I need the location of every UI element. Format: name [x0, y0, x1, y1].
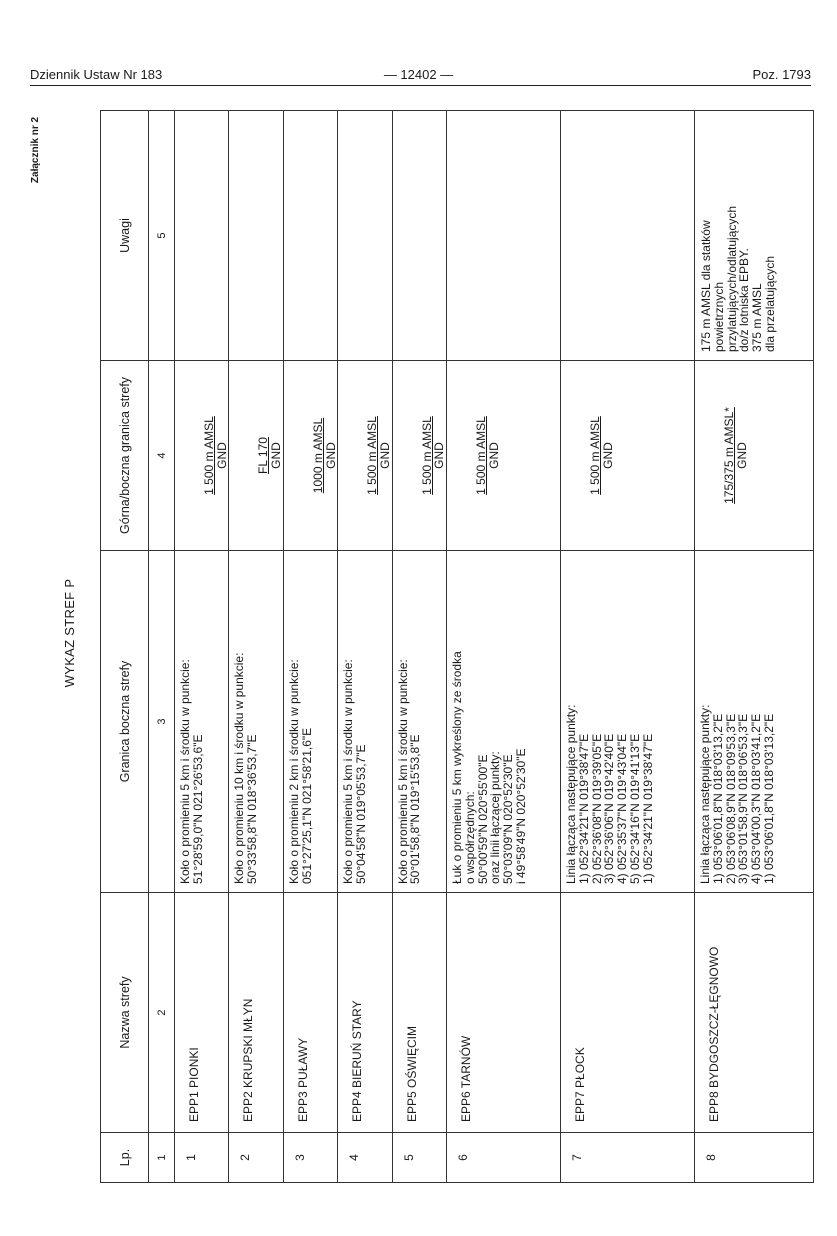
- boundary-line: 50°04'58"N 019°05'53,7"E: [354, 744, 369, 884]
- upper-limit: 1000 m AMSL: [310, 417, 325, 494]
- col-header-boundary: Granica boczna strefy: [101, 551, 149, 893]
- note-line: 175 m AMSL dla statków: [699, 220, 714, 352]
- zone-name-cell: EPP5 OŚWIĘCIM: [392, 893, 446, 1133]
- column-number: 5: [149, 111, 175, 361]
- column-number: 1: [149, 1133, 175, 1183]
- boundary-line: 2) 052°36'08"N 019°39'05"E: [589, 733, 604, 884]
- table-body: [175, 111, 814, 1183]
- boundary-line: 1) 052°34'21"N 019°38'47"E: [576, 733, 591, 884]
- col-header-limits: Górna/boczna granica strefy: [101, 361, 149, 551]
- lower-limit: GND: [600, 442, 615, 469]
- column-number: 3: [149, 551, 175, 893]
- table-row: [283, 111, 337, 1183]
- boundary-cell: [561, 551, 695, 893]
- zone-name-cell: EPP8 BYDGOSZCZ-ŁĘGNOWO: [695, 893, 814, 1133]
- boundary-line: 3) 053°01'58,9"N 018°06'53,3"E: [736, 713, 751, 884]
- table-row: [229, 111, 283, 1183]
- zone-name-cell: EPP2 KRUPSKI MŁYN: [229, 893, 283, 1133]
- column-number: 4: [149, 361, 175, 551]
- notes-cell: [447, 111, 561, 361]
- table-row: [695, 111, 814, 1183]
- notes-cell: [695, 111, 814, 361]
- limits-cell: [392, 361, 446, 551]
- limits-cell: [283, 361, 337, 551]
- row-number-cell: 6: [447, 1133, 561, 1183]
- limits-cell: [338, 361, 392, 551]
- limits-cell: [447, 361, 561, 551]
- boundary-cell: [175, 551, 229, 893]
- row-number-cell: 8: [695, 1133, 814, 1183]
- notes-cell: [175, 111, 229, 361]
- lower-limit: GND: [323, 442, 338, 469]
- boundary-line: 3) 052°36'06"N 019°42'40"E: [602, 733, 617, 884]
- lower-limit: GND: [432, 442, 447, 469]
- col-header-lp: Lp.: [101, 1133, 149, 1183]
- note-line: powietrznych: [711, 281, 726, 352]
- boundary-line: 50°01'58,8"N 019°15'53,8"E: [408, 734, 423, 884]
- upper-limit: 1 500 m AMSL: [419, 416, 434, 495]
- lower-limit: GND: [734, 442, 749, 469]
- notes-cell: [338, 111, 392, 361]
- zone-name-cell: EPP3 PUŁAWY: [283, 893, 337, 1133]
- boundary-line: Koło o promieniu 5 km i środku w punkcie:: [395, 659, 410, 884]
- journal-title: Dziennik Ustaw Nr 183: [30, 67, 163, 82]
- table-row: [338, 111, 392, 1183]
- row-number-cell: 2: [229, 1133, 283, 1183]
- lower-limit: GND: [486, 442, 501, 469]
- boundary-line: 1) 053°06'01,8"N 018°03'13,2"E: [761, 713, 776, 884]
- position-number: Poz. 1793: [752, 67, 811, 82]
- boundary-line: 2) 053°06'08,9"N 018°09'53,3"E: [723, 713, 738, 884]
- header-row: [101, 111, 149, 1183]
- limits-cell: [561, 361, 695, 551]
- boundary-line: o współrzędnych:: [462, 791, 477, 884]
- boundary-line: 51°28'59,0"N 021°26'53,6"E: [190, 734, 205, 884]
- boundary-cell: [283, 551, 337, 893]
- limits-cell: [175, 361, 229, 551]
- boundary-line: Linia łącząca następujące punkty:: [698, 704, 713, 884]
- row-number-cell: 5: [392, 1133, 446, 1183]
- notes-cell: [229, 111, 283, 361]
- limits-cell: [695, 361, 814, 551]
- upper-limit: FL 170: [256, 437, 271, 474]
- upper-limit: 1 500 m AMSL: [474, 416, 489, 495]
- boundary-cell: [695, 551, 814, 893]
- boundary-line: 1) 053°06'01,8"N 018°03'13,2"E: [710, 713, 725, 884]
- upper-limit: 1 500 m AMSL: [202, 416, 216, 495]
- table-row: [561, 111, 695, 1183]
- table-row: [447, 111, 561, 1183]
- lower-limit: GND: [378, 442, 393, 469]
- boundary-line: 5) 052°34'16"N 019°41'13"E: [627, 733, 642, 884]
- col-header-name: Nazwa strefy: [101, 893, 149, 1133]
- zone-name-cell: EPP6 TARNÓW: [447, 893, 561, 1133]
- notes-cell: [392, 111, 446, 361]
- notes-cell: [561, 111, 695, 361]
- col-header-notes: Uwagi: [101, 111, 149, 361]
- boundary-line: Łuk o promieniu 5 km wykreślony ze środka: [450, 651, 465, 884]
- column-number: 2: [149, 893, 175, 1133]
- boundary-cell: [338, 551, 392, 893]
- boundary-line: 4) 052°35'37"N 019°43'04"E: [615, 733, 630, 884]
- note-line: przylatujących/odlatujących: [724, 205, 739, 352]
- page-number: — 12402 —: [383, 67, 454, 82]
- note-line: dla przelatujących: [762, 255, 777, 352]
- note-line: 375 m AMSL: [750, 283, 765, 352]
- row-number-cell: 1: [175, 1133, 229, 1183]
- limits-cell: [229, 361, 283, 551]
- boundary-line: 50°03'09"N 020°52'30"E: [501, 754, 516, 884]
- boundary-line: 051°27'25,1"N 021°58'21,6"E: [299, 727, 314, 884]
- lower-limit: GND: [214, 442, 229, 469]
- boundary-line: 50°00'59"N 020°55'00"E: [475, 754, 490, 884]
- table-title: WYKAZ STREF P: [62, 578, 77, 688]
- upper-limit: 1 500 m AMSL: [588, 416, 603, 495]
- annex-label: Załącznik nr 2: [30, 116, 41, 184]
- note-line: do/z lotniska EPBY.: [737, 248, 752, 352]
- header-rule: [30, 85, 811, 86]
- table-row: [175, 111, 229, 1183]
- lower-limit: GND: [269, 442, 284, 469]
- boundary-line: 4) 053°04'00,3"N 018°03'41,2"E: [749, 713, 764, 884]
- boundary-line: Koło o promieniu 5 km i środku w punkcie:: [178, 659, 192, 884]
- row-number-cell: 4: [338, 1133, 392, 1183]
- zones-table: [100, 110, 814, 1183]
- boundary-cell: [447, 551, 561, 893]
- zone-name-cell: EPP1 PIONKI: [175, 893, 229, 1133]
- boundary-line: Koło o promieniu 5 km i środku w punkcie:: [341, 659, 356, 884]
- boundary-cell: [392, 551, 446, 893]
- upper-limit: 1 500 m AMSL: [365, 416, 380, 495]
- boundary-line: Koło o promieniu 2 km i środku w punkcie:: [286, 659, 301, 884]
- notes-cell: [283, 111, 337, 361]
- boundary-line: oraz linii łączącej punkty:: [488, 751, 503, 884]
- zone-name-cell: EPP7 PŁOCK: [561, 893, 695, 1133]
- upper-limit: 175/375 m AMSL*: [722, 407, 737, 504]
- row-number-cell: 7: [561, 1133, 695, 1183]
- boundary-line: 50°33'58,8"N 018°36'53,7"E: [245, 734, 260, 884]
- boundary-line: 1) 052°34'21"N 019°38'47"E: [640, 733, 655, 884]
- boundary-cell: [229, 551, 283, 893]
- table-row: [392, 111, 446, 1183]
- zone-name-cell: EPP4 BIERUŃ STARY: [338, 893, 392, 1133]
- row-number-cell: 3: [283, 1133, 337, 1183]
- column-number-row: [149, 111, 175, 1183]
- boundary-line: i 49°58'49"N 020°52'30"E: [513, 748, 528, 884]
- boundary-line: Koło o promieniu 10 km i środku w punkcie:: [232, 652, 247, 884]
- boundary-line: Linia łącząca następujące punkty:: [564, 704, 579, 884]
